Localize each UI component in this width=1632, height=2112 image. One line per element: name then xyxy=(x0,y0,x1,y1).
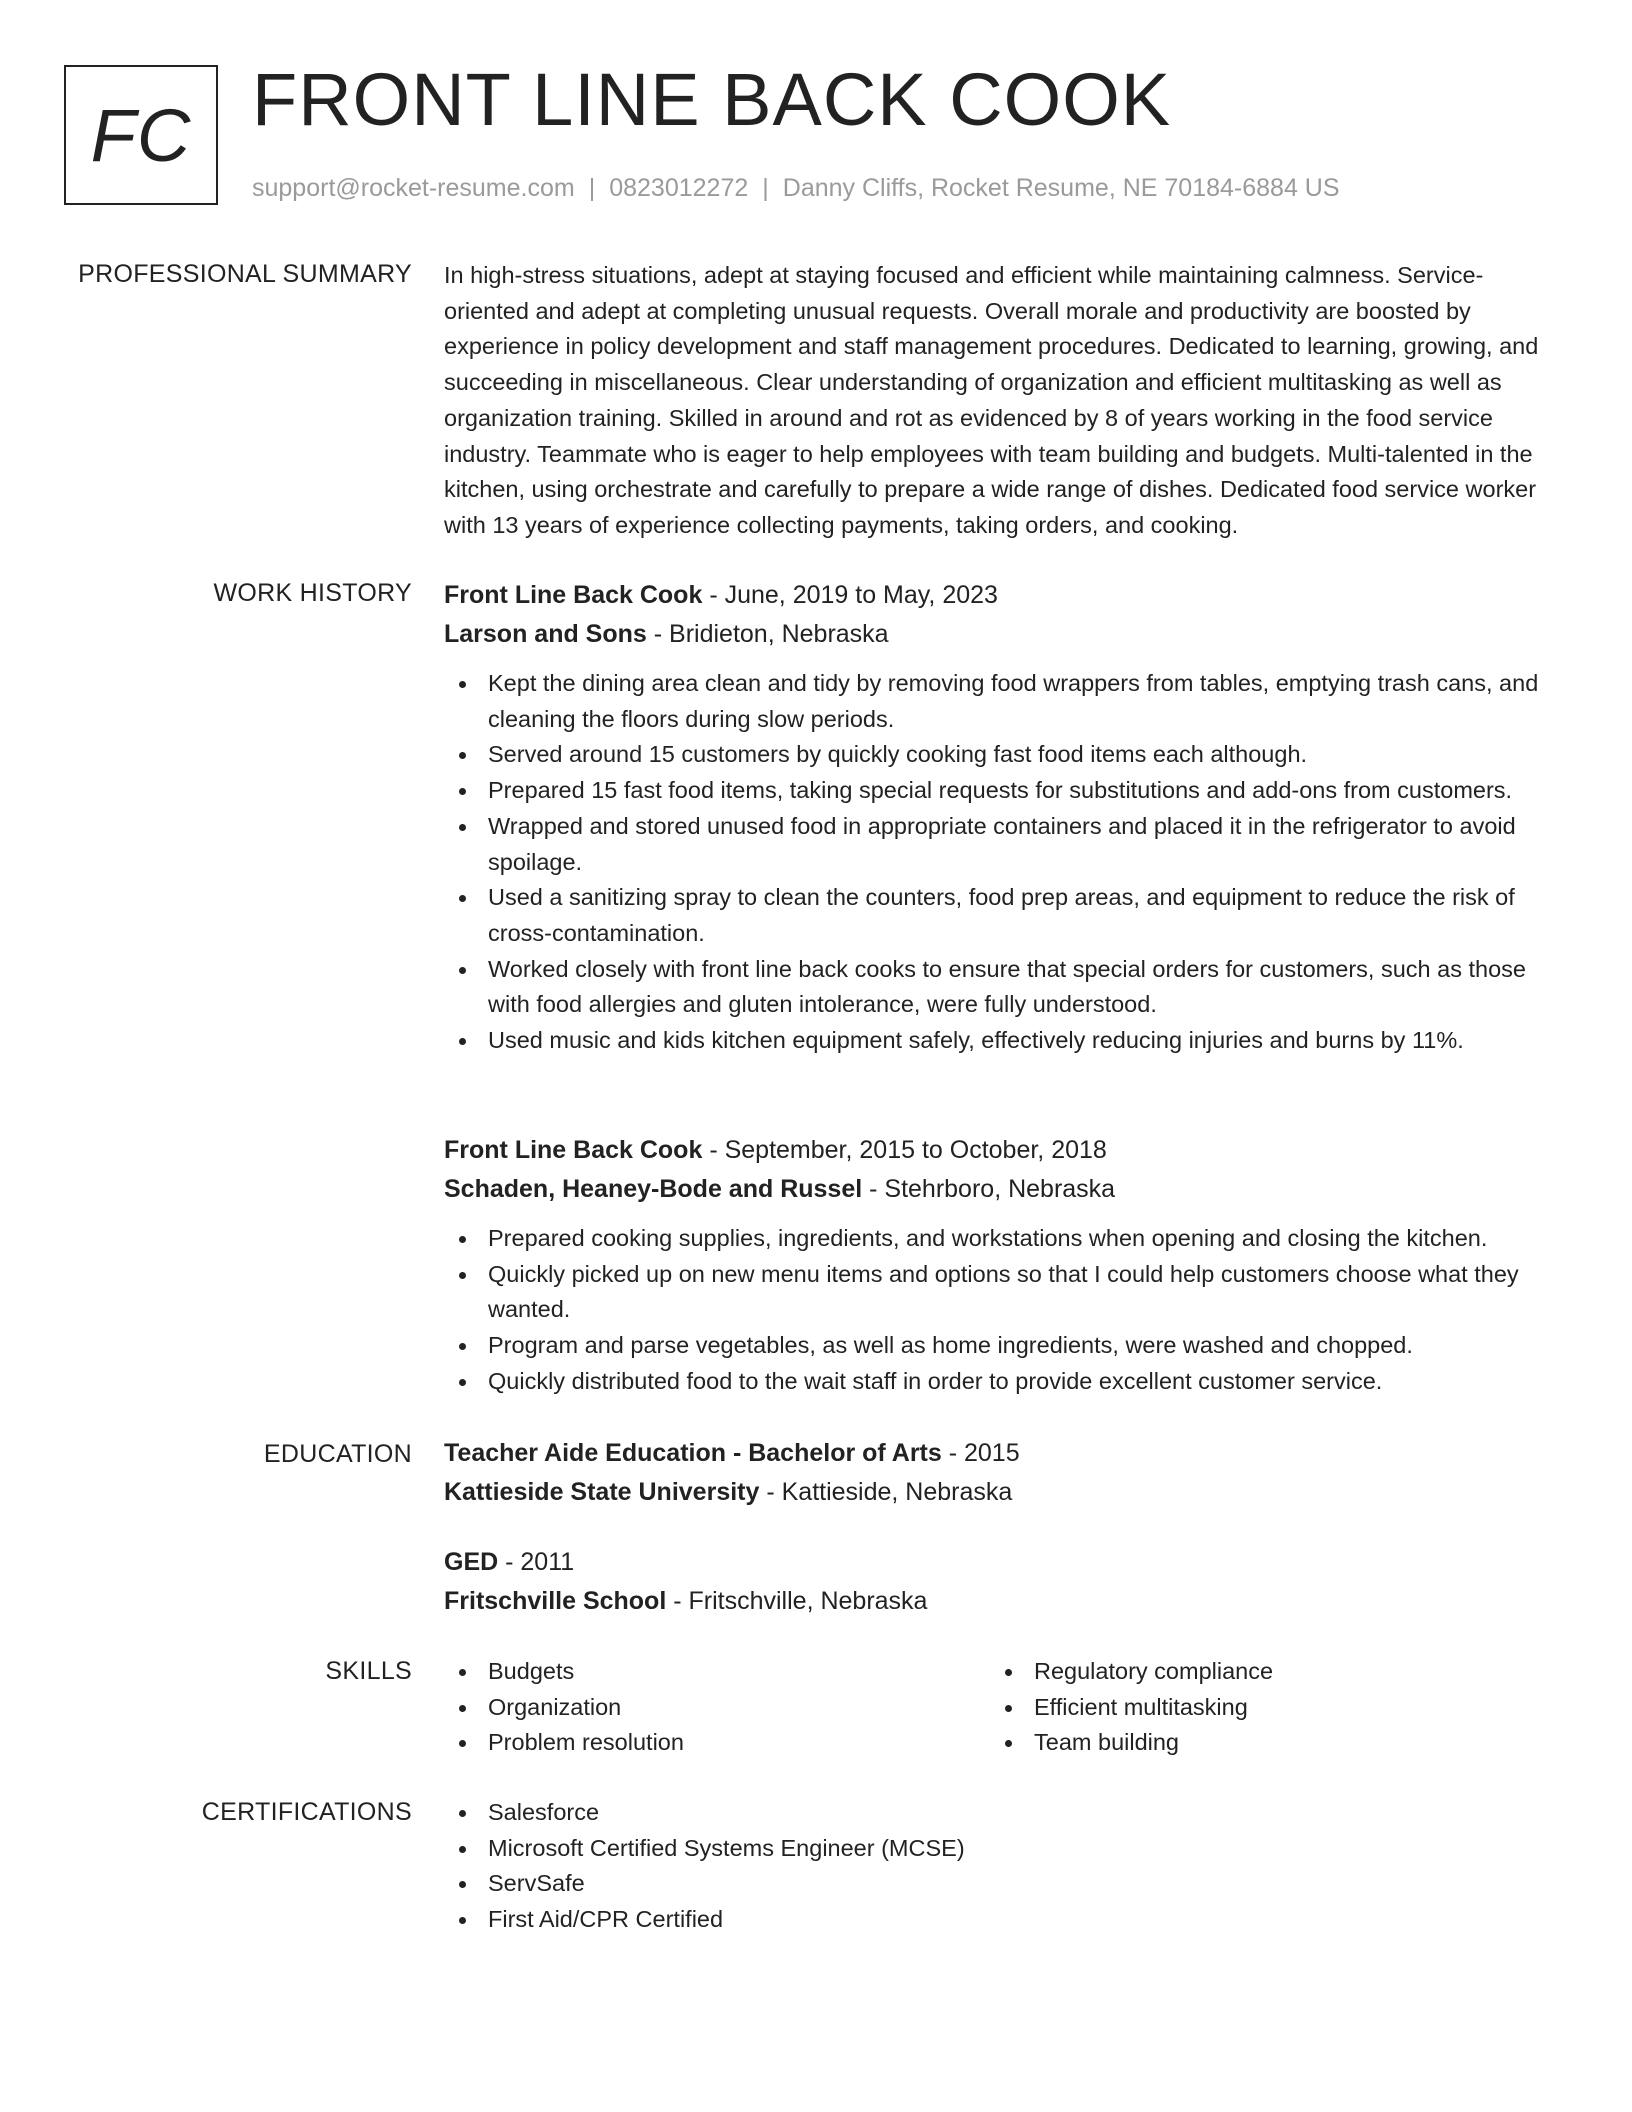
job-bullet: Served around 15 customers by quickly cooking fast food items each although. xyxy=(444,737,1544,773)
contact-separator: | xyxy=(762,174,769,202)
certification-item: Salesforce xyxy=(444,1795,1544,1831)
education-school: Fritschville School xyxy=(444,1587,667,1615)
certification-item: ServSafe xyxy=(444,1866,1544,1902)
skill-item: Regulatory compliance xyxy=(990,1654,1536,1690)
education-entry xyxy=(444,1434,1544,1512)
education-school-line xyxy=(444,1582,1544,1621)
certifications-content xyxy=(444,1795,1544,1938)
section-label-skills: SKILLS xyxy=(325,1657,412,1685)
skills-content xyxy=(444,1654,1544,1761)
skill-item: Budgets xyxy=(444,1654,990,1690)
contact-phone[interactable]: 0823012272 xyxy=(609,174,749,202)
job-title: Front Line Back Cook xyxy=(444,1136,703,1164)
job-title-line xyxy=(444,576,1544,615)
education-year: - 2011 xyxy=(498,1548,575,1576)
skills-columns xyxy=(444,1654,1544,1761)
certification-item: Microsoft Certified Systems Engineer (MCSE) xyxy=(444,1831,1544,1867)
job-bullets xyxy=(444,1221,1544,1400)
education-content xyxy=(444,1434,1544,1512)
skill-item: Team building xyxy=(990,1725,1536,1761)
job-bullet: Used music and kids kitchen equipment safely, effectively reducing injuries and burns by 11%. xyxy=(444,1023,1544,1059)
job-entry xyxy=(444,576,1544,1059)
job-company-line xyxy=(444,1170,1544,1209)
education-degree-line xyxy=(444,1543,1544,1582)
education-entry xyxy=(444,1543,1544,1621)
resume-title: FRONT LINE BACK COOK xyxy=(252,58,1172,141)
section-label-summary: PROFESSIONAL SUMMARY xyxy=(78,260,412,288)
contact-email[interactable]: support@rocket-resume.com xyxy=(252,174,575,202)
job-bullet: Kept the dining area clean and tidy by removing food wrappers from tables, emptying trash cans, and cleaning the floors during slow periods. xyxy=(444,666,1544,737)
education-content-2 xyxy=(444,1543,1544,1621)
job-bullet: Program and parse vegetables, as well as home ingredients, were washed and chopped. xyxy=(444,1328,1544,1364)
job-company: Larson and Sons xyxy=(444,620,647,648)
job-dates: - June, 2019 to May, 2023 xyxy=(702,581,998,609)
skills-list-right xyxy=(990,1654,1536,1761)
job-location: - Stehrboro, Nebraska xyxy=(862,1175,1116,1203)
job-bullet: Worked closely with front line back cooks to ensure that special orders for customers, such as those with food allergies and gluten intolerance, were fully understood. xyxy=(444,952,1544,1023)
summary-content xyxy=(444,258,1544,544)
job-bullet: Prepared cooking supplies, ingredients, and workstations when opening and closing the kitchen. xyxy=(444,1221,1544,1257)
certification-item: First Aid/CPR Certified xyxy=(444,1902,1544,1938)
skill-item: Problem resolution xyxy=(444,1725,990,1761)
job-bullet: Prepared 15 fast food items, taking special requests for substitutions and add-ons from customers. xyxy=(444,773,1544,809)
education-location: - Kattieside, Nebraska xyxy=(759,1478,1013,1506)
work-history-content-2 xyxy=(444,1131,1544,1400)
job-entry xyxy=(444,1131,1544,1400)
section-label-certifications: CERTIFICATIONS xyxy=(201,1798,412,1826)
monogram-logo: FC xyxy=(64,65,218,205)
summary-text: In high-stress situations, adept at staying focused and efficient while maintaining calmness. Service-oriented and adept at completing unusual requests. Overall morale and productivity are boosted by experience in policy development and staff management procedures. Dedicated to learning, growing, and succeeding in miscellaneous. Clear understanding of organization and efficient multitasking as well as organization training. Skilled in around and rot as evidenced by 8 of years working in the food service industry. Teammate who is eager to help employees with team building and budgets. Multi-talented in the kitchen, using orchestrate and carefully to prepare a wide range of dishes. Dedicated food service worker with 13 years of experience collecting payments, taking orders, and cooking. xyxy=(444,262,1539,538)
education-location: - Fritschville, Nebraska xyxy=(666,1587,928,1615)
education-degree-line xyxy=(444,1434,1544,1473)
skill-item: Efficient multitasking xyxy=(990,1690,1536,1726)
job-company-line xyxy=(444,615,1544,654)
education-school-line xyxy=(444,1473,1544,1512)
job-location: - Bridieton, Nebraska xyxy=(646,620,889,648)
section-label-education: EDUCATION xyxy=(263,1440,412,1468)
job-bullet: Wrapped and stored unused food in appropriate containers and placed it in the refrigerator to avoid spoilage. xyxy=(444,809,1544,880)
job-title-line xyxy=(444,1131,1544,1170)
job-bullet: Used a sanitizing spray to clean the counters, food prep areas, and equipment to reduce the risk of cross-contamination. xyxy=(444,880,1544,951)
certifications-list xyxy=(444,1795,1544,1938)
job-title: Front Line Back Cook xyxy=(444,581,703,609)
job-company: Schaden, Heaney-Bode and Russel xyxy=(444,1175,863,1203)
education-school: Kattieside State University xyxy=(444,1478,760,1506)
skill-item: Organization xyxy=(444,1690,990,1726)
job-dates: - September, 2015 to October, 2018 xyxy=(702,1136,1107,1164)
education-degree: Teacher Aide Education - Bachelor of Arts xyxy=(444,1439,942,1467)
job-bullet: Quickly distributed food to the wait staff in order to provide excellent customer service. xyxy=(444,1364,1544,1400)
skills-list-left xyxy=(444,1654,990,1761)
contact-separator: | xyxy=(588,174,596,202)
job-bullet: Quickly picked up on new menu items and options so that I could help customers choose what they wanted. xyxy=(444,1257,1544,1328)
education-year: - 2015 xyxy=(941,1439,1020,1467)
work-history-content xyxy=(444,576,1544,1059)
contact-line xyxy=(252,173,1340,203)
job-bullets xyxy=(444,666,1544,1059)
section-label-work-history: WORK HISTORY xyxy=(213,579,412,607)
contact-address: Danny Cliffs, Rocket Resume, NE 70184-6884 US xyxy=(782,174,1340,202)
education-degree: GED xyxy=(444,1548,499,1576)
